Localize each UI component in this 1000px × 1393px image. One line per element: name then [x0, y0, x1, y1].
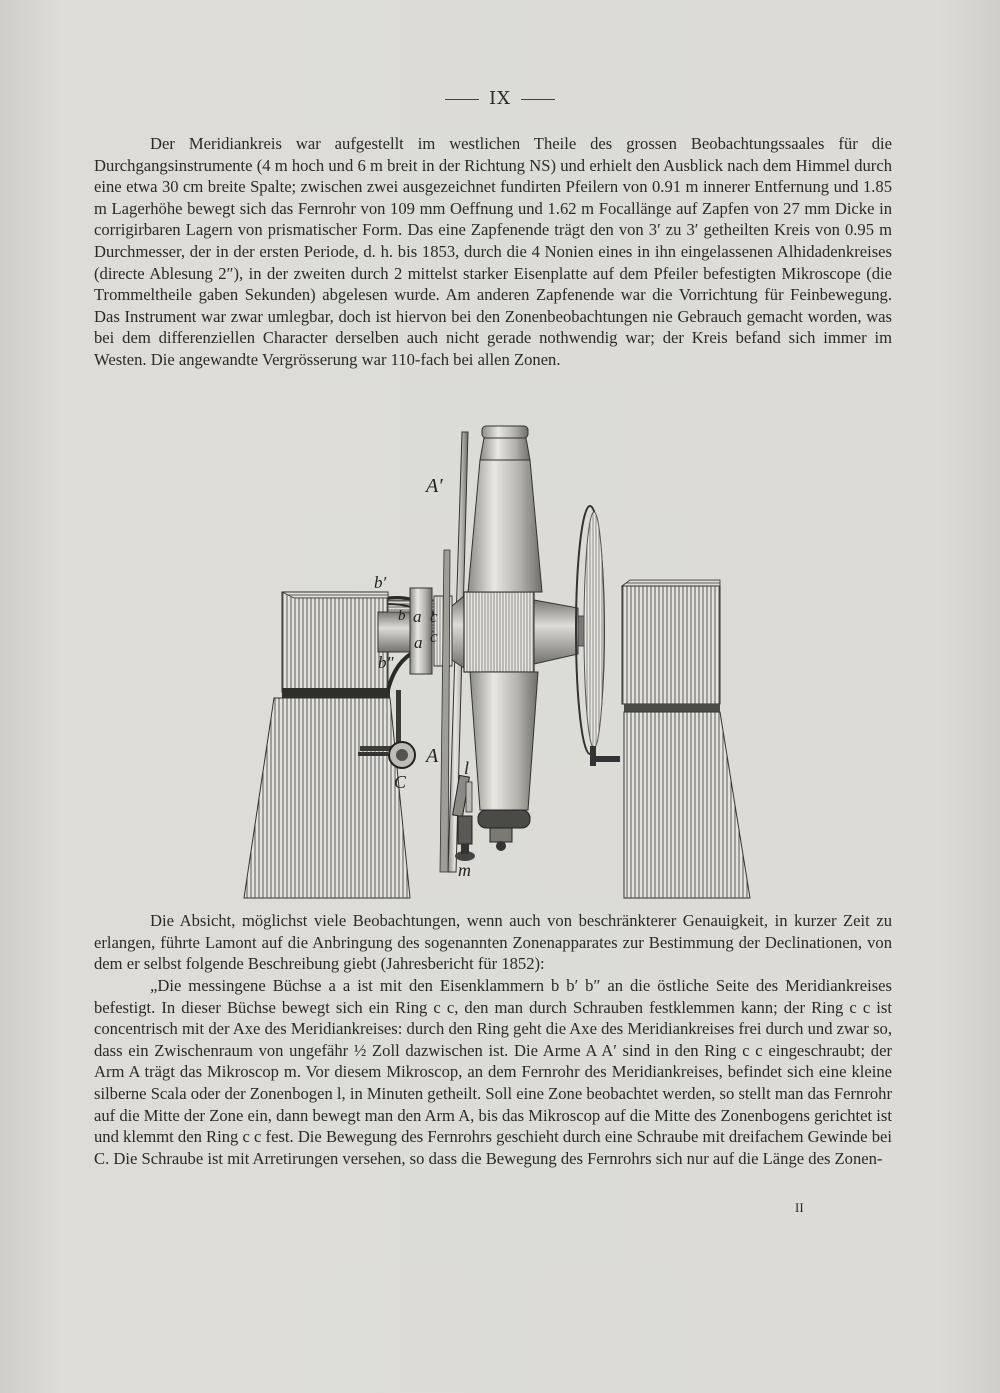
label-C: C	[394, 772, 407, 792]
label-b-prime: b′	[374, 573, 387, 592]
printer-signature: II	[795, 1200, 804, 1215]
central-hub	[452, 592, 590, 672]
label-c-top: c	[430, 607, 438, 626]
folio-text: IX	[489, 88, 511, 109]
folio-rule-left	[445, 99, 479, 100]
label-c-bottom: c	[430, 627, 438, 646]
label-A: A	[426, 745, 439, 767]
figure-meridian-circle-engraving	[238, 420, 758, 902]
label-a-bottom: a	[414, 633, 423, 652]
label-b: b	[398, 608, 406, 624]
paragraph-lamont-description	[94, 975, 892, 1169]
label-a-top: a	[413, 607, 422, 626]
label-A-prime: A′	[426, 475, 443, 497]
paragraph-text: Die Absicht, möglichst viele Beobachtungen, wenn auch von beschränkterer Genauigkeit, in kurzer Zeit zu erlangen, führte Lamont auf die Anbringung des sogenannten Zonenapparates zur Bestimmung der Declinationen, von dem er selbst folgende Beschreibung giebt (Jahresbericht für 1852):	[94, 911, 892, 974]
paragraph-text: „Die messingene Büchse a a ist mit den Eisenklammern b b′ b″ an die östliche Seite des Meridiankreises befestigt. In dieser Büchse bewegt sich ein Ring c c, den man durch Schrauben festklemmen kann; der Ring c c ist concentrisch mit der Axe des Meridiankreises: durch den Ring geht die Axe des Meridiankreises frei durch und zwar so, dass ein Zwischenraum von ungefähr ½ Zoll dazwischen ist. Die Arme A A′ sind in den Ring c c eingeschraubt; der Arm A trägt das Mikroscop m. Vor diesem Mikroscop, an dem Fernrohr des Meridiankreises, befindet sich eine kleine silberne Scala oder der Zonenbogen l, in Minuten getheilt. Soll eine Zone beobachtet werden, so stellt man das Fernrohr auf die Mitte der Zone ein, dann bewegt man den Arm A, bis das Mikroscop auf die Mitte des Zonenbogens gerichtet ist und klemmt den Ring c c fest. Die Bewegung des Fernrohrs geschieht durch eine Schraube mit dreifachem Gewinde bei C. Die Schraube ist mit Arretirungen versehen, so dass die Bewegung des Fernrohrs sich nur auf die Länge des Zonen-	[94, 976, 892, 1168]
paragraph-meridian-circle	[94, 133, 892, 371]
right-pier	[622, 580, 750, 898]
label-l: l	[464, 758, 470, 778]
folio-rule-right	[521, 99, 555, 100]
meridian-circle-illustration	[238, 420, 758, 902]
page-number	[0, 88, 1000, 109]
label-b-double-prime: b″	[378, 653, 394, 672]
label-m: m	[458, 860, 471, 880]
paragraph-text: Der Meridiankreis war aufgestellt im westlichen Theile des grossen Beobachtungssaales für die Durchgangsinstrumente (4 m hoch und 6 m breit in der Richtung NS) und erhielt den Ausblick nach dem Himmel durch eine etwa 30 cm breite Spalte; zwischen zwei ausgezeichnet fundirten Pfeilern von 0.91 m innerer Entfernung und 1.85 m Lagerhöhe bewegt sich das Fernrohr von 109 mm Oeffnung und 1.62 m Focallänge auf Zapfen von 27 mm Dicke in corrigirbaren Lagern von prismatischer Form. Das eine Zapfenende trägt den von 3′ zu 3′ getheilten Kreis von 0.95 m Durchmesser, der in der ersten Periode, d. h. bis 1853, durch die 4 Nonien eines in ihn eingelassenen Alhidadenkreises (directe Ablesung 2″), in der zweiten durch 2 mittelst starker Eisenplatte auf dem Pfeiler befestigten Mikroscope (die Trommeltheile gaben Sekunden) abgelesen wurde. Am anderen Zapfenende war die Vorrichtung für Feinbewegung. Das Instrument war zwar umlegbar, doch ist hiervon bei den Zonenbeobachtungen nie Gebrauch gemacht worden, was bei dem differenziellen Character derselben auch nicht gerade nothwendig war; der Kreis befand sich immer im Westen. Die angewandte Vergrösserung war 110-fach bei allen Zonen.	[94, 134, 892, 369]
paragraph-zone-apparatus-intro	[94, 910, 892, 975]
